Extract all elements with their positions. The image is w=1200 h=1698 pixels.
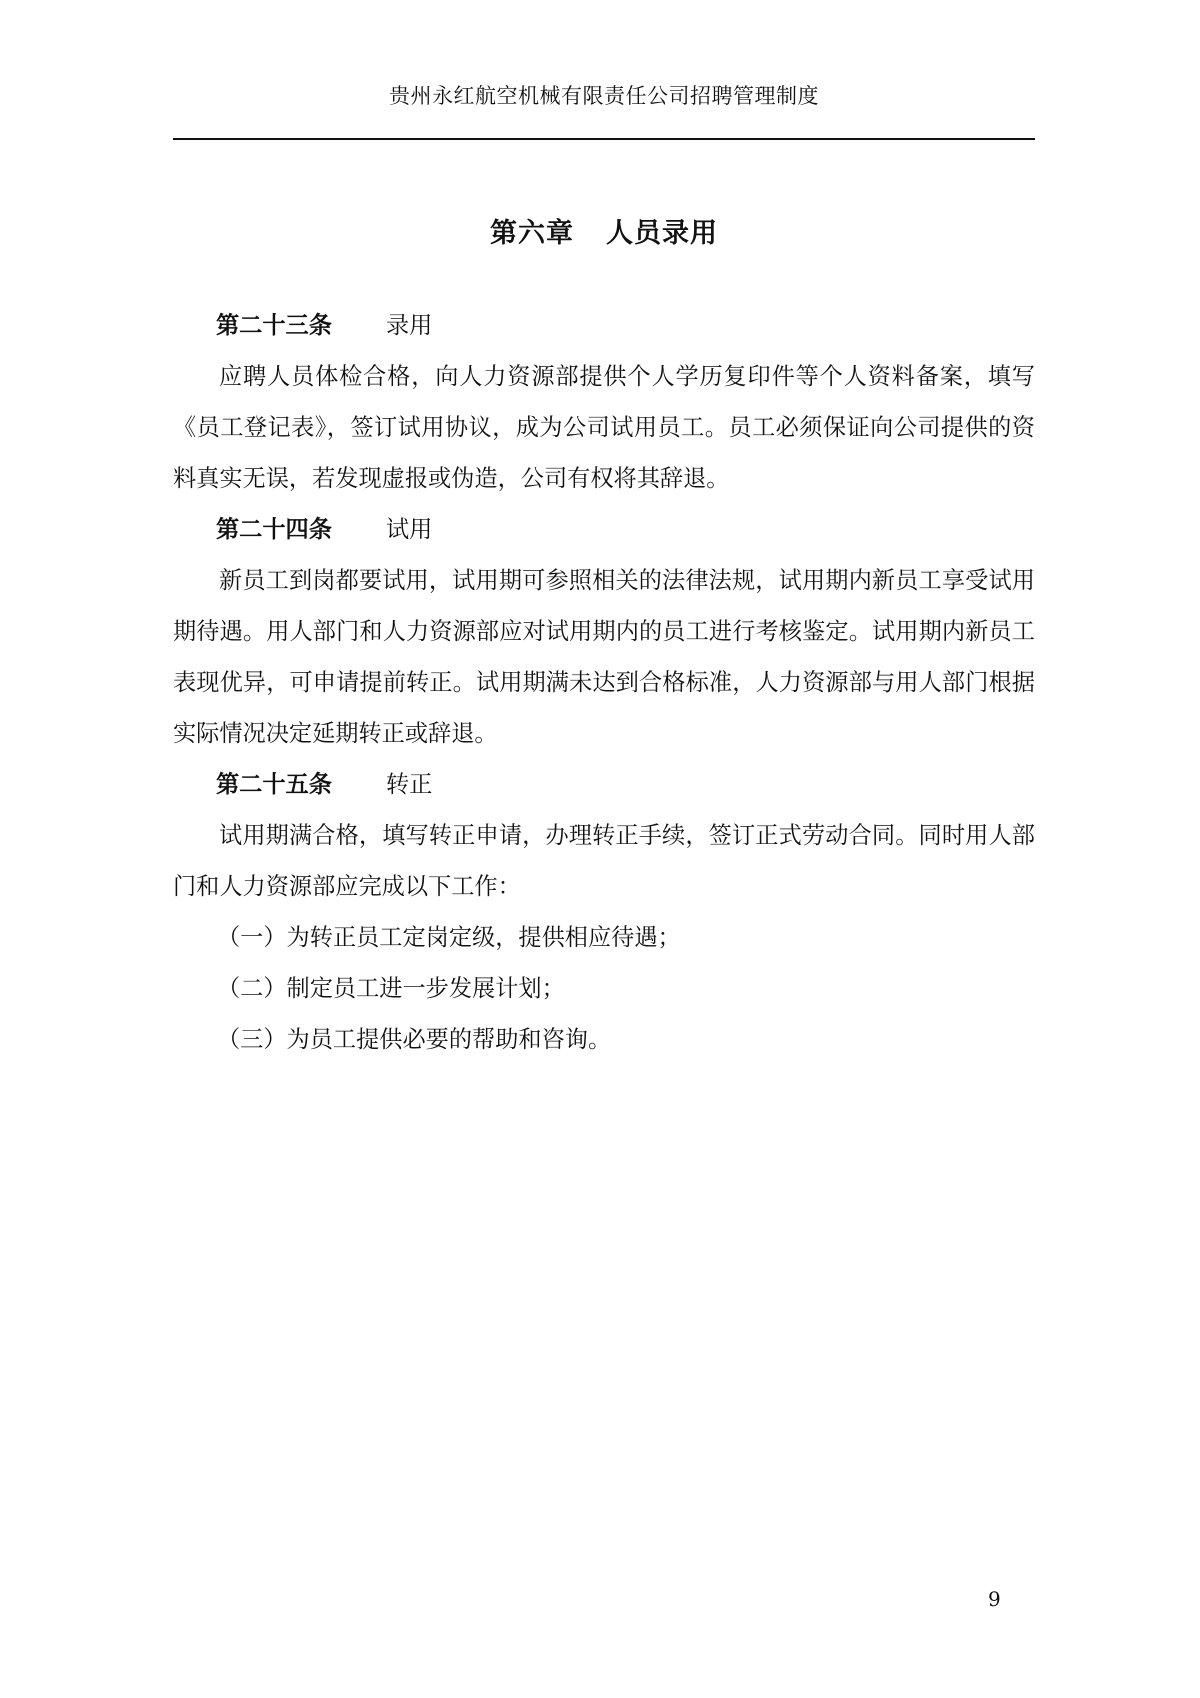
article-23-heading — [216, 300, 1035, 351]
list-item: （二）制定员工进一步发展计划； — [217, 975, 565, 1002]
header-divider — [173, 138, 1035, 140]
chapter-title — [173, 211, 1035, 250]
page-number: 9 — [988, 1587, 1001, 1611]
list-item: （三）为员工提供必要的帮助和咨询。 — [217, 1026, 612, 1053]
article-25-paragraph: 试用期满合格，填写转正申请，办理转正手续，签订正式劳动合同。同时用人部门和人力资源部应完成以下工作： — [173, 822, 1035, 900]
article-24-heading — [216, 504, 1035, 555]
article-23-paragraph: 应聘人员体检合格，向人力资源部提供个人学历复印件等个人资料备案，填写《员工登记表》，签订试用协议，成为公司试用员工。员工必须保证向公司提供的资料真实无误，若发现虚报或伪造，公司有权将其辞退。 — [173, 363, 1035, 492]
article-number: 第二十五条 — [216, 771, 332, 798]
article-name: 录用 — [386, 312, 433, 339]
article-24-paragraph: 新员工到岗都要试用，试用期可参照相关的法律法规，试用期内新员工享受试用期待遇。用人部门和人力资源部应对试用期内的员工进行考核鉴定。试用期内新员工表现优异，可申请提前转正。试用期满未达到合格标准，人力资源部与用人部门根据实际情况决定延期转正或辞退。 — [173, 567, 1035, 747]
article-number: 第二十四条 — [216, 516, 332, 543]
document-body — [173, 300, 1035, 1065]
article-25-heading — [216, 759, 1035, 810]
article-number: 第二十三条 — [216, 312, 332, 339]
chapter-number: 第六章 — [490, 218, 574, 249]
chapter-name: 人员录用 — [606, 218, 718, 249]
article-name: 试用 — [386, 516, 433, 543]
page-header-title: 贵州永红航空机械有限责任公司招聘管理制度 — [389, 84, 819, 108]
list-item: （一）为转正员工定岗定级，提供相应待遇； — [217, 924, 681, 951]
article-name: 转正 — [386, 771, 433, 798]
